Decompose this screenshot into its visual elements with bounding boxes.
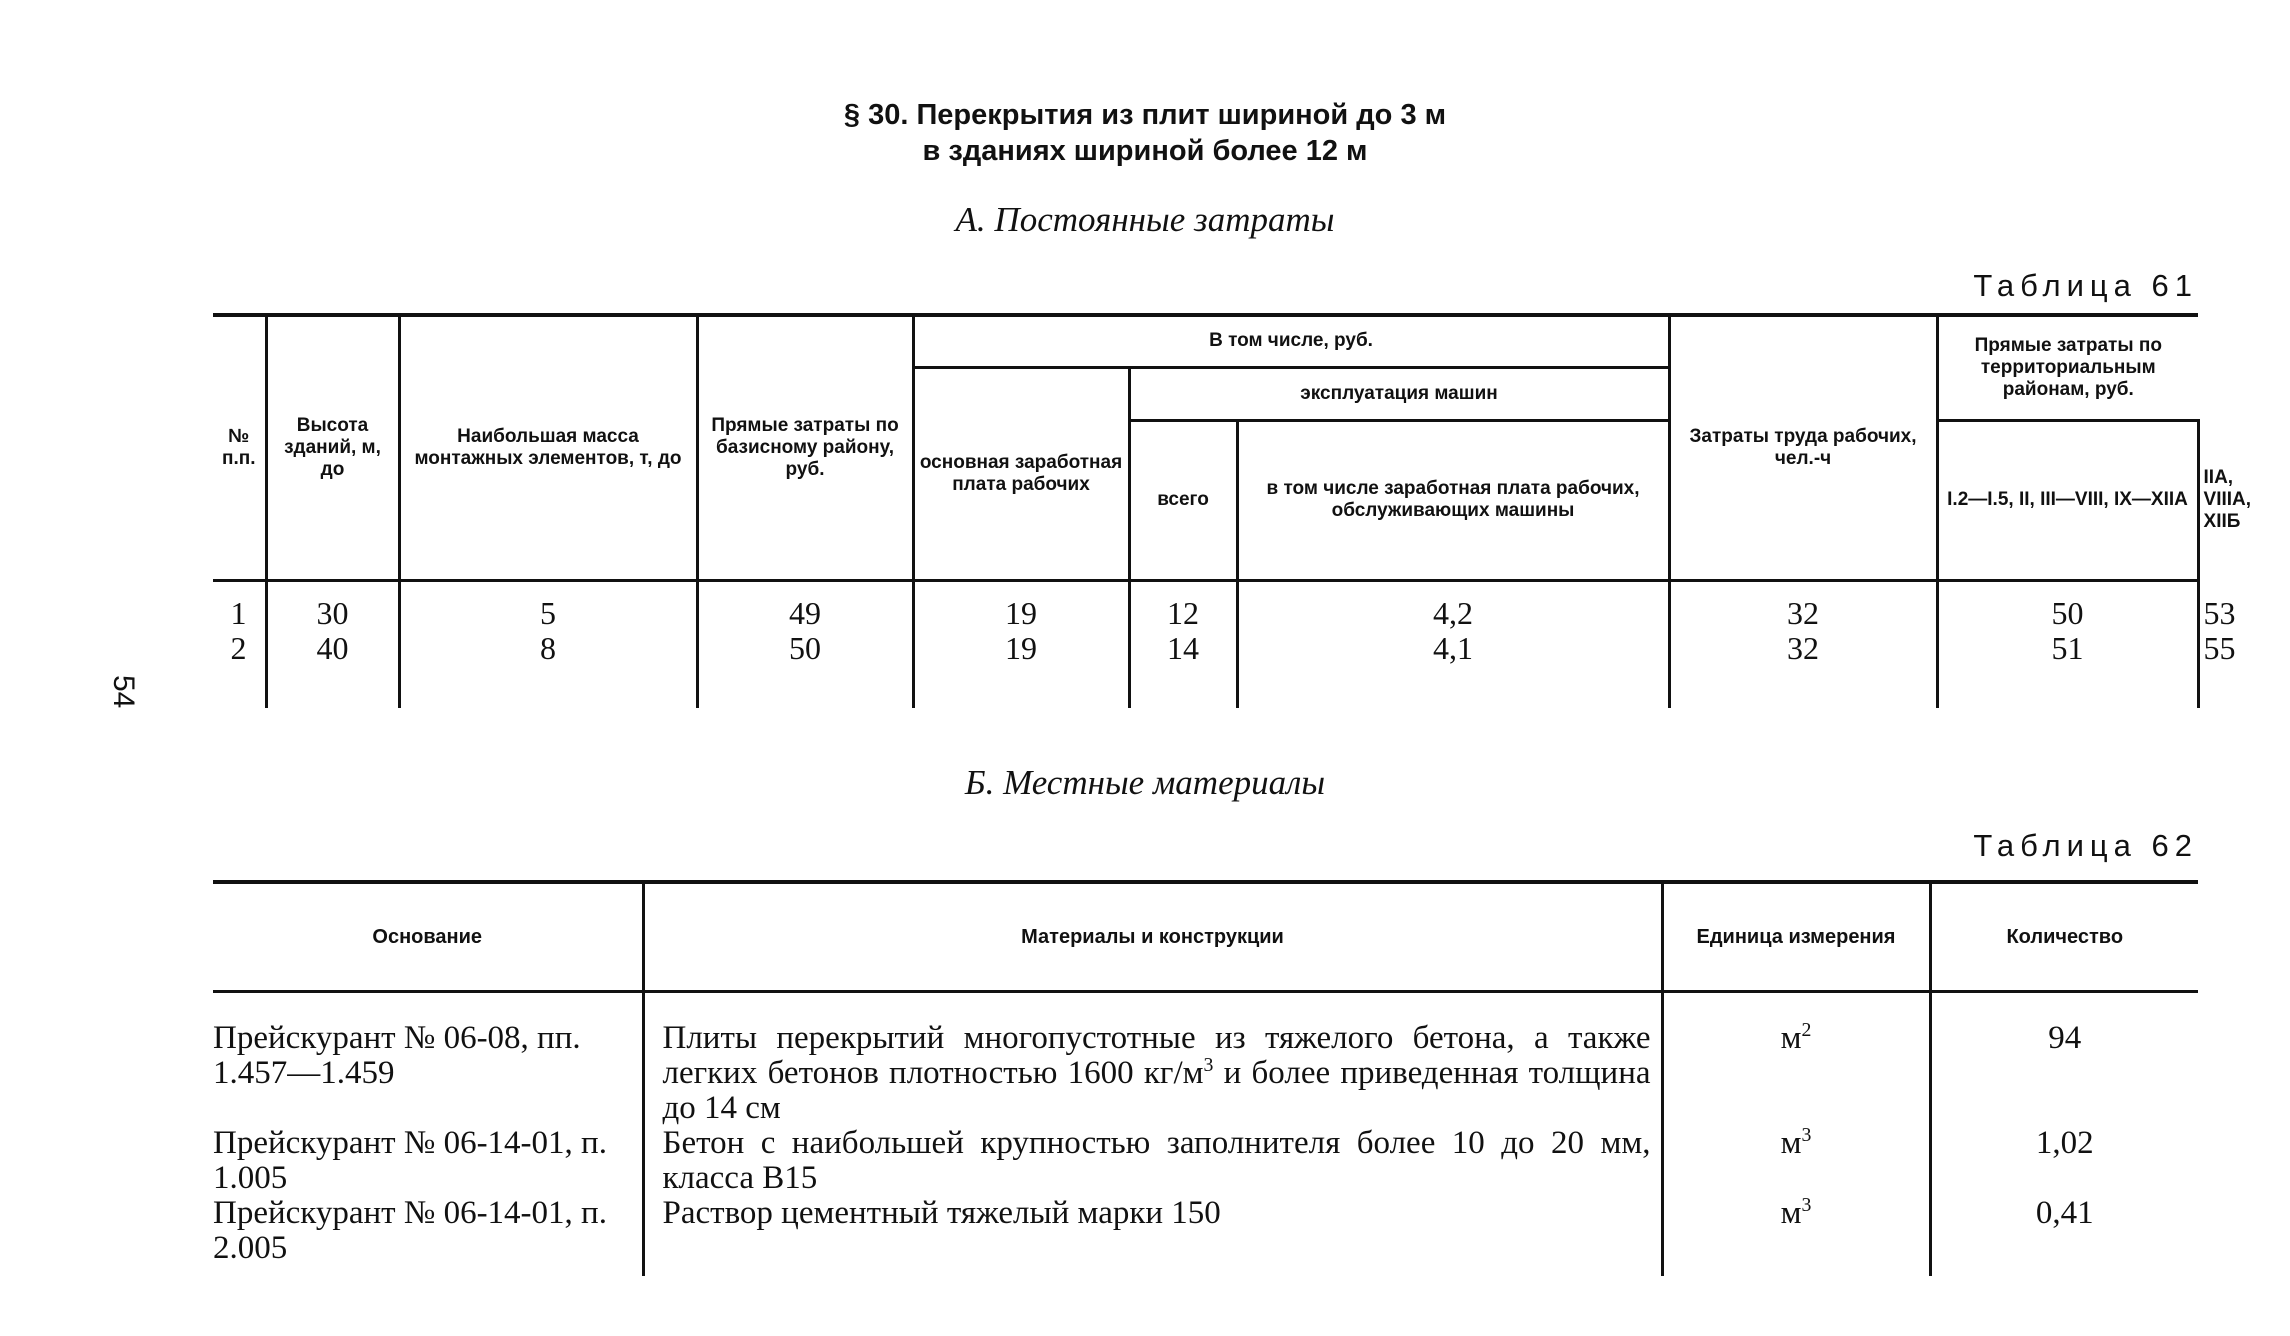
table62-subheading: Б. Местные материалы [964, 763, 1326, 802]
cell-machines-total: 14 [1129, 631, 1237, 708]
cell-mass: 5 [399, 580, 697, 631]
table-61: № п.п. Высота зданий, м, до Наибольшая масса монтажных элементов, т, до Прямые затраты по базисному району, руб. В том числе, руб. Затраты труда рабочих, чел.-ч Прямые затраты по территориальным районам, руб. основная заработная плата рабочих эксплуатация машин всего в том числе заработная плата рабочих, обслуживающих машины I.2—I.5, II, III—VIII, IX—XIIA IIA, VIIIA, XIIБ 1 30 5 49 19 12 4,2 32 50 53 2 40 8 50 19 14 4,1 32 51 55 [213, 313, 2198, 708]
cell-machines-total: 12 [1129, 580, 1237, 631]
section-title-line1: § 30. Перекрытия из плит шириной до 3 м [843, 99, 1447, 131]
cell-basis: Прейскурант № 06-14-01, п. 2.005 [213, 1195, 607, 1266]
cell-num: 2 [230, 629, 247, 666]
cell-direct: 49 [697, 580, 913, 631]
table-row [213, 1196, 2198, 1276]
cell-material: Плиты перекрытий многопустотные из тяжелого бетона, а также легких бетонов плотностью 1600 $кг/м^3$ и более приведенная толщина до 14 см [643, 992, 1662, 1127]
cell-material: Бетон с наибольшей крупностью заполнителя более 10 до 20 мм, класса В15 [643, 1126, 1662, 1196]
cell-basis: Прейскурант № 06-08, пп. 1.457—1.459 [213, 1020, 581, 1091]
cell-direct: 50 [697, 631, 913, 708]
header-region1: I.2—I.5, II, III—VIII, IX—XIIA [1937, 420, 2198, 580]
cell-machines-wages: 4,1 [1237, 631, 1669, 708]
header-quantity: Количество [1930, 882, 2198, 992]
header-including: В том числе, руб. [913, 315, 1669, 367]
cell-mass: 8 [399, 631, 697, 708]
cell-unit: $м^2$ [1662, 992, 1930, 1127]
header-basis: Основание [213, 882, 643, 992]
table-row: 2 40 8 50 19 14 4,1 32 51 55 [213, 631, 2198, 708]
header-machines-total: всего [1129, 420, 1237, 580]
cell-unit: $м^3$ [1662, 1126, 1930, 1196]
table-row: 1 30 5 49 19 12 4,2 32 50 53 [213, 580, 2198, 631]
page-number: 54 [107, 675, 140, 709]
cell-material: Раствор цементный тяжелый марки 150 [643, 1196, 1662, 1276]
header-mass: Наибольшая масса монтажных элементов, т, до [399, 315, 697, 580]
section-title-line2: в зданиях шириной более 12 м [922, 135, 1368, 167]
cell-wages: 19 [913, 580, 1129, 631]
header-machines: эксплуатация машин [1129, 367, 1669, 420]
table-row [213, 1126, 2198, 1196]
header-wages: основная заработная плата рабочих [913, 367, 1129, 580]
table62-label: Таблица 62 [1973, 828, 2198, 863]
cell-quantity: 94 [1930, 992, 2198, 1127]
cell-labor: 32 [1669, 580, 1937, 631]
header-labor: Затраты труда рабочих, чел.-ч [1669, 315, 1937, 580]
cell-unit: $м^3$ [1662, 1196, 1930, 1276]
table61-subheading: А. Постоянные затраты [955, 200, 1335, 239]
header-materials: Материалы и конструкции [643, 882, 1662, 992]
table61-label: Таблица 61 [1973, 268, 2198, 303]
cell-machines-wages: 4,2 [1237, 580, 1669, 631]
cell-quantity: 0,41 [1930, 1196, 2198, 1276]
cell-height: 30 [266, 580, 399, 631]
header-machines-wages: в том числе заработная плата рабочих, обслуживающих машины [1237, 420, 1669, 580]
cell-wages: 19 [913, 631, 1129, 708]
header-unit: Единица измерения [1662, 882, 1930, 992]
header-regional: Прямые затраты по территориальным районам, руб. [1937, 315, 2198, 420]
cell-height: 40 [266, 631, 399, 708]
header-num: № п.п. [213, 315, 266, 580]
cell-quantity: 1,02 [1930, 1126, 2198, 1196]
cell-basis: Прейскурант № 06-14-01, п. 1.005 [213, 1125, 607, 1196]
header-direct-costs: Прямые затраты по базисному району, руб. [697, 315, 913, 580]
table-row [213, 992, 2198, 1127]
table-62 [213, 880, 2198, 1276]
header-height: Высота зданий, м, до [266, 315, 399, 580]
cell-labor: 32 [1669, 631, 1937, 708]
cell-num: 1 [230, 594, 247, 631]
cell-region1: 51 [1937, 631, 2198, 708]
cell-region1: 50 [1937, 580, 2198, 631]
